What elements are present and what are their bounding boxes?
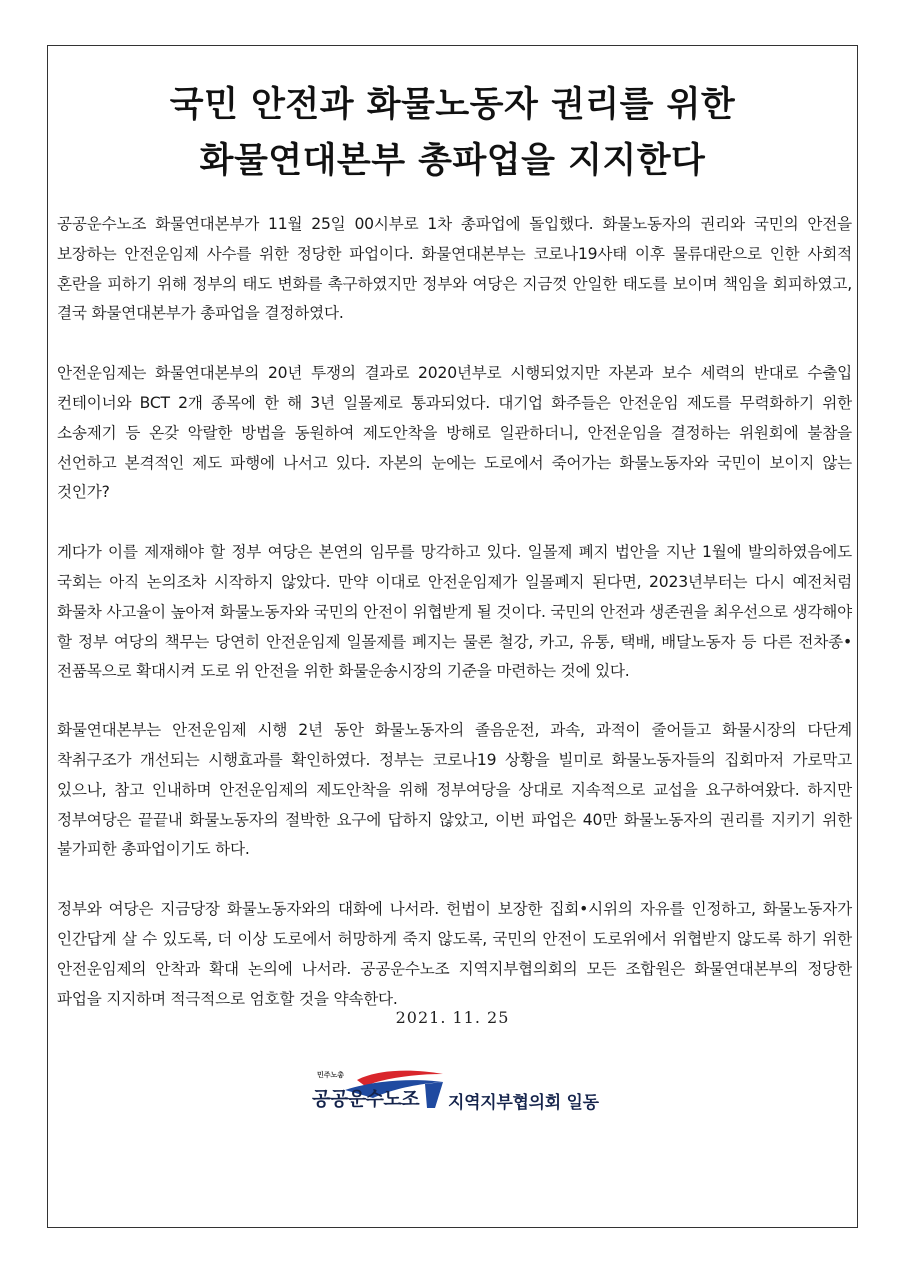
council-name: 지역지부협의회 일동 xyxy=(448,1093,599,1113)
paragraph-4: 화물연대본부는 안전운임제 시행 2년 동안 화물노동자의 졸음운전, 과속, 과적이 줄어들고 화물시장의 다단계 착취구조가 개선되는 시행효과를 확인하였다. 정부는 코로나19 상황을 빌미로 화물노동자들의 집회마저 가로막고 있으나, 참고 인내하며 안전운임제의 제도안착을 위해 정부여당을 상대로 지속적으로 교섭을 요구하여왔다. 하지만 정부여당은 끝끝내 화물노동자의 절박한 요구에 답하지 않았고, 이번 파업은 40만 화물노동자의 권리를 지키기 위한 불가피한 총파업이기도 하다. xyxy=(57,721,852,859)
union-sub-label: 민주노총 xyxy=(317,1071,345,1079)
statement-body xyxy=(57,210,852,1044)
title-line-2: 화물연대본부 총파업을 지지한다 xyxy=(199,141,706,181)
union-name: 공공운수노조 xyxy=(312,1088,420,1110)
title-line-1: 국민 안전과 화물노동자 권리를 위한 xyxy=(169,85,736,125)
paragraph-3: 게다가 이를 제재해야 할 정부 여당은 본연의 임무를 망각하고 있다. 일몰제 폐지 법안을 지난 1월에 발의하였음에도 국회는 아직 논의조차 시작하지 않았다. 만약 이대로 안전운임제가 일몰폐지 된다면, 2023년부터는 다시 예전처럼 화물차 사고율이 높아져 화물노동자와 국민의 안전이 위협받게 될 것이다. 국민의 안전과 생존권을 최우선으로 생각해야 할 정부 여당의 책무는 당연히 안전운임제 일몰제를 폐지는 물론 철강, 카고, 유통, 택배, 배달노동자 등 다른 전차종•전품목으로 확대시켜 도로 위 안전을 위한 화물운송시장의 기준을 마련하는 것에 있다. xyxy=(57,543,852,681)
paragraph-1: 공공운수노조 화물연대본부가 11월 25일 00시부로 1차 총파업에 돌입했다. 화물노동자의 권리와 국민의 안전을 보장하는 안전운임제 사수를 위한 정당한 파업이다. 화물연대본부는 코로나19사태 이후 물류대란으로 인한 사회적 혼란을 피하기 위해 정부의 태도 변화를 촉구하였지만 정부와 여당은 지금껏 안일한 태도를 보이며 책임을 회피하였고, 결국 화물연대본부가 총파업을 결정하였다. xyxy=(57,215,852,323)
statement-date: 2021. 11. 25 xyxy=(395,1008,510,1027)
paragraph-5: 정부와 여당은 지금당장 화물노동자와의 대화에 나서라. 헌법이 보장한 집회•시위의 자유를 인정하고, 화물노동자가 인간답게 살 수 있도록, 더 이상 도로에서 허망하게 죽지 않도록, 국민의 안전이 도로위에서 위협받지 않도록 하기 위한 안전운임제의 안착과 확대 논의에 나서라. 공공운수노조 지역지부협의회의 모든 조합원은 화물연대본부의 정당한 파업을 지지하며 적극적으로 엄호할 것을 약속한다. xyxy=(57,900,852,1008)
signature-block xyxy=(300,1068,620,1116)
paragraph-2: 안전운임제는 화물연대본부의 20년 투쟁의 결과로 2020년부로 시행되었지만 자본과 보수 세력의 반대로 수출입 컨테이너와 BCT 2개 종목에 한 해 3년 일몰제로 통과되었다. 대기업 화주들은 안전운임 제도를 무력화하기 위한 소송제기 등 온갖 악랄한 방법을 동원하여 제도안착을 방해로 일관하더니, 안전운임을 결정하는 위원회에 불참을 선언하고 본격적인 제도 파행에 나서고 있다. 자본의 눈에는 도로에서 죽어가는 화물노동자와 국민이 보이지 않는 것인가? xyxy=(57,364,852,502)
